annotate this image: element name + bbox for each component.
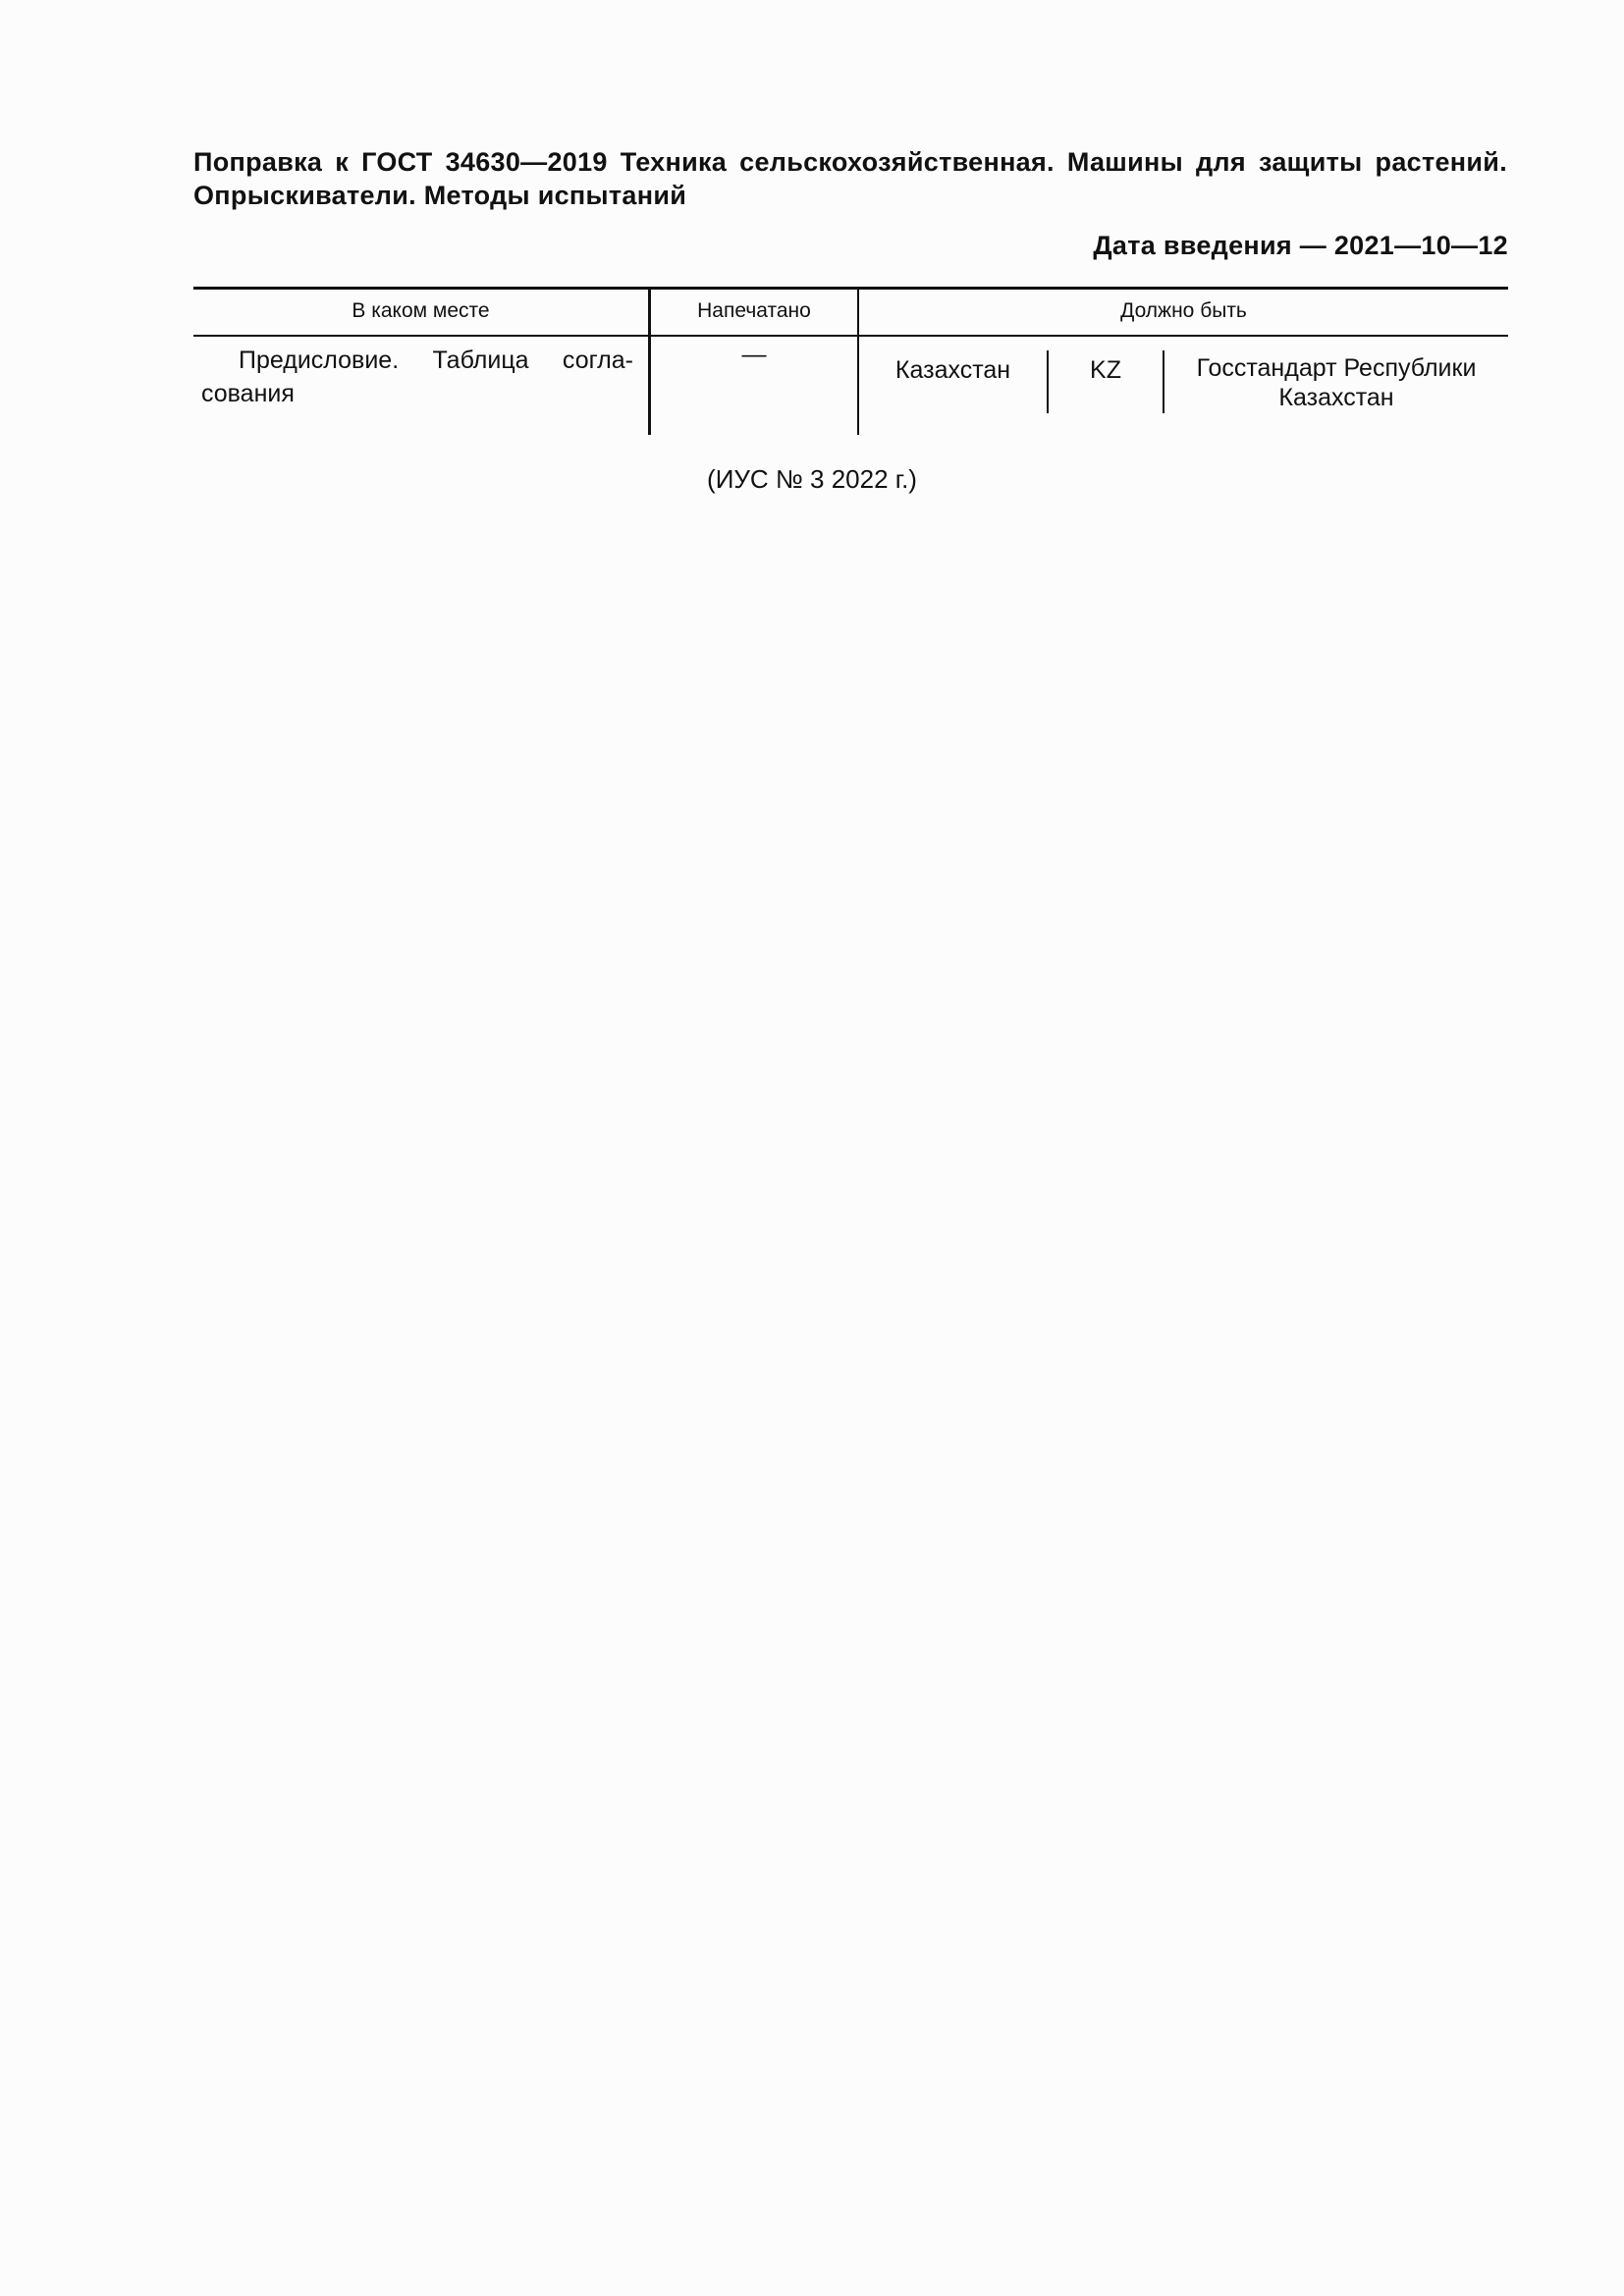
effective-date: Дата введения — 2021—10—12 (1093, 231, 1508, 260)
amendment-table (193, 287, 1508, 435)
header-place: В каком месте (352, 299, 490, 322)
cell-country: Казахстан (894, 356, 1011, 384)
table-header-rule (193, 335, 1508, 337)
title-line-1: Поправка к ГОСТ 34630—2019 Техника сельскохозяйственная. Машины для защиты растений. (193, 147, 1507, 177)
table-top-rule (193, 287, 1508, 290)
ius-reference: (ИУС № 3 2022 г.) (707, 464, 917, 494)
place-line-1: Предисловие. Таблица согла- (239, 347, 633, 374)
cell-country-code: KZ (1090, 356, 1121, 384)
amendment-title (193, 145, 1507, 212)
cell-organization (1164, 353, 1508, 412)
place-line-2: сования (201, 380, 295, 407)
header-should-be: Должно быть (1120, 299, 1247, 322)
header-printed: Напечатано (697, 299, 811, 322)
org-line-2: Казахстан (1278, 384, 1394, 411)
cell-place (201, 344, 633, 410)
cell-printed: — (741, 341, 767, 368)
title-line-2: Опрыскиватели. Методы испытаний (193, 181, 687, 210)
org-line-1: Госстандарт Республики (1196, 354, 1477, 382)
